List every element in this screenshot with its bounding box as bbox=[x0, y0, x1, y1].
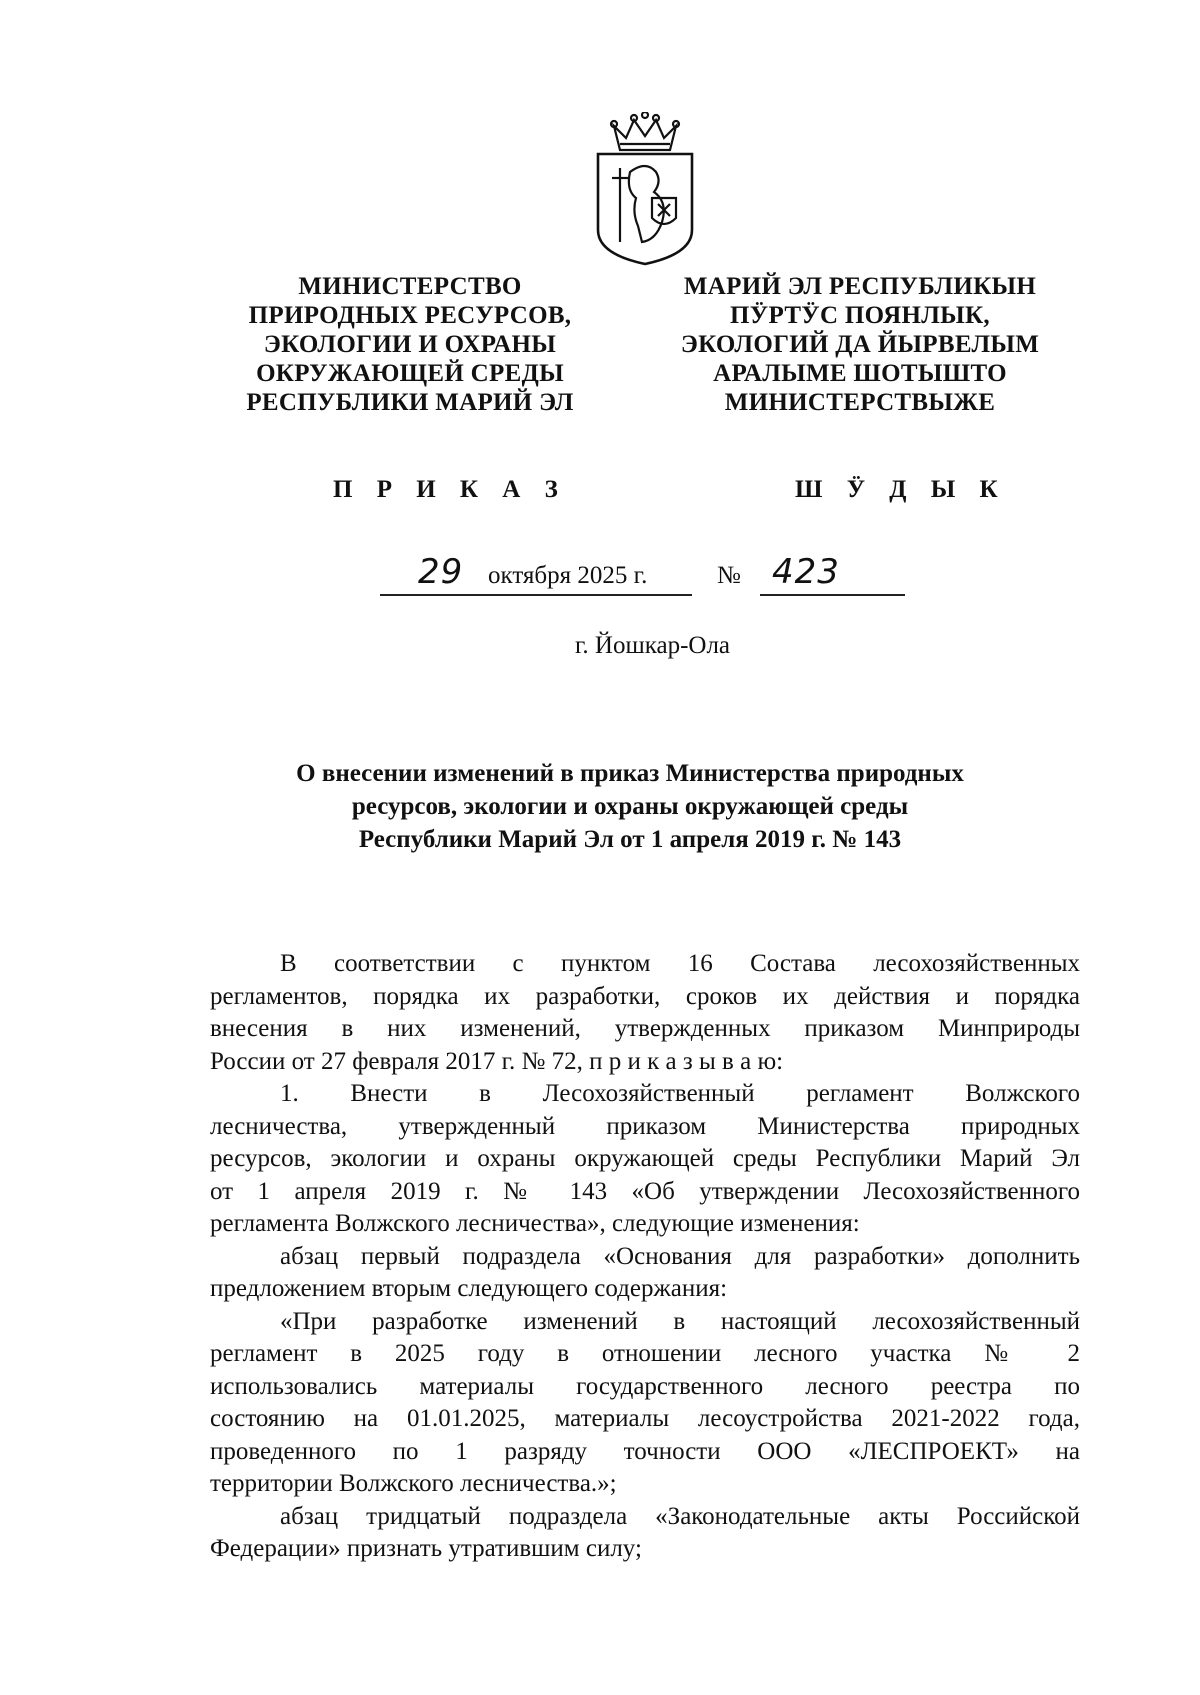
body-line: территории Волжского лесничества.»; bbox=[210, 1470, 617, 1497]
body-line: В соответствии с пунктом 16 Состава лесохозяйственных bbox=[280, 950, 1080, 977]
date-underline bbox=[380, 594, 692, 596]
header-right-line: ЭКОЛОГИЙ ДА ЙЫРВЕЛЫМ bbox=[680, 331, 1040, 358]
date-month-year: октября 2025 г. bbox=[488, 562, 648, 589]
title-line: О внесении изменений в приказ Министерства природных bbox=[296, 760, 964, 787]
header-right-line: МИНИСТЕРСТВЫЖЕ bbox=[724, 389, 996, 416]
header-left-line: РЕСПУБЛИКИ МАРИЙ ЭЛ bbox=[246, 389, 574, 416]
header-right-line: МАРИЙ ЭЛ РЕСПУБЛИКЫН bbox=[683, 273, 1037, 300]
header-left-line: ПРИРОДНЫХ РЕСУРСОВ, bbox=[248, 302, 572, 329]
document-body bbox=[210, 948, 1080, 1566]
body-line: абзац тридцатый подраздела «Законодательные акты Российской bbox=[280, 1502, 1080, 1530]
order-word-russian: П Р И К А З bbox=[333, 476, 567, 503]
body-line: 1. Внести в Лесохозяйственный регламент Волжского bbox=[280, 1080, 1080, 1107]
header-right-line: АРАЛЫМЕ ШОТЫШТО bbox=[713, 360, 1007, 387]
body-line: лесничества, утвержденный приказом Министерства природных bbox=[210, 1112, 1080, 1140]
document-title bbox=[220, 757, 1040, 856]
header-left-line: ЭКОЛОГИИ И ОХРАНЫ bbox=[263, 331, 557, 358]
header-right-line: ПӰРТӰС ПОЯНЛЫК, bbox=[730, 302, 990, 329]
body-line: России от 27 февраля 2017 г. № 72, п р и к а з ы в а ю: bbox=[210, 1047, 784, 1075]
handwritten-number: 423 bbox=[772, 552, 840, 592]
title-line: ресурсов, экологии и охраны окружающей среды bbox=[351, 793, 909, 820]
body-line: использовались материалы государственного лесного реестра по bbox=[210, 1372, 1080, 1400]
body-line: «При разработке изменений в настоящий лесохозяйственный bbox=[280, 1307, 1080, 1335]
body-line: регламент в 2025 году в отношении лесного участка № 2 bbox=[210, 1340, 1080, 1367]
coat-of-arms-emblem-icon bbox=[590, 112, 700, 267]
body-line: внесения в них изменений, утвержденных приказом Минприроды bbox=[210, 1015, 1080, 1042]
body-line: состоянию на 01.01.2025, материалы лесоустройства 2021-2022 года, bbox=[210, 1405, 1080, 1432]
body-line: абзац первый подраздела «Основания для разработки» дополнить bbox=[280, 1242, 1080, 1270]
body-line: от 1 апреля 2019 г. № 143 «Об утверждении Лесохозяйственного bbox=[210, 1177, 1080, 1205]
header-left-line: МИНИСТЕРСТВО bbox=[298, 273, 522, 300]
ministry-name-mari bbox=[645, 272, 1075, 417]
ministry-name-russian bbox=[225, 272, 595, 417]
issue-city: г. Йошкар-Ола bbox=[574, 632, 731, 659]
handwritten-day: 29 bbox=[418, 552, 464, 592]
number-underline bbox=[760, 594, 905, 596]
number-sign: № bbox=[717, 562, 741, 589]
body-line: проведенного по 1 разряду точности ООО «ЛЕСПРОЕКТ» на bbox=[210, 1437, 1080, 1465]
title-line: Республики Марий Эл от 1 апреля 2019 г. № 143 bbox=[358, 826, 902, 853]
body-line: регламентов, порядка их разработки, сроков их действия и порядка bbox=[210, 982, 1080, 1010]
body-line: ресурсов, экологии и охраны окружающей среды Республики Марий Эл bbox=[210, 1145, 1080, 1172]
header-left-line: ОКРУЖАЮЩЕЙ СРЕДЫ bbox=[256, 360, 564, 387]
body-line: Федерации» признать утратившим силу; bbox=[210, 1535, 642, 1562]
order-word-mari: Ш Ӱ Д Ы К bbox=[795, 476, 1007, 503]
body-line: регламента Волжского лесничества», следующие изменения: bbox=[210, 1210, 860, 1237]
body-line: предложением вторым следующего содержания: bbox=[210, 1275, 728, 1302]
